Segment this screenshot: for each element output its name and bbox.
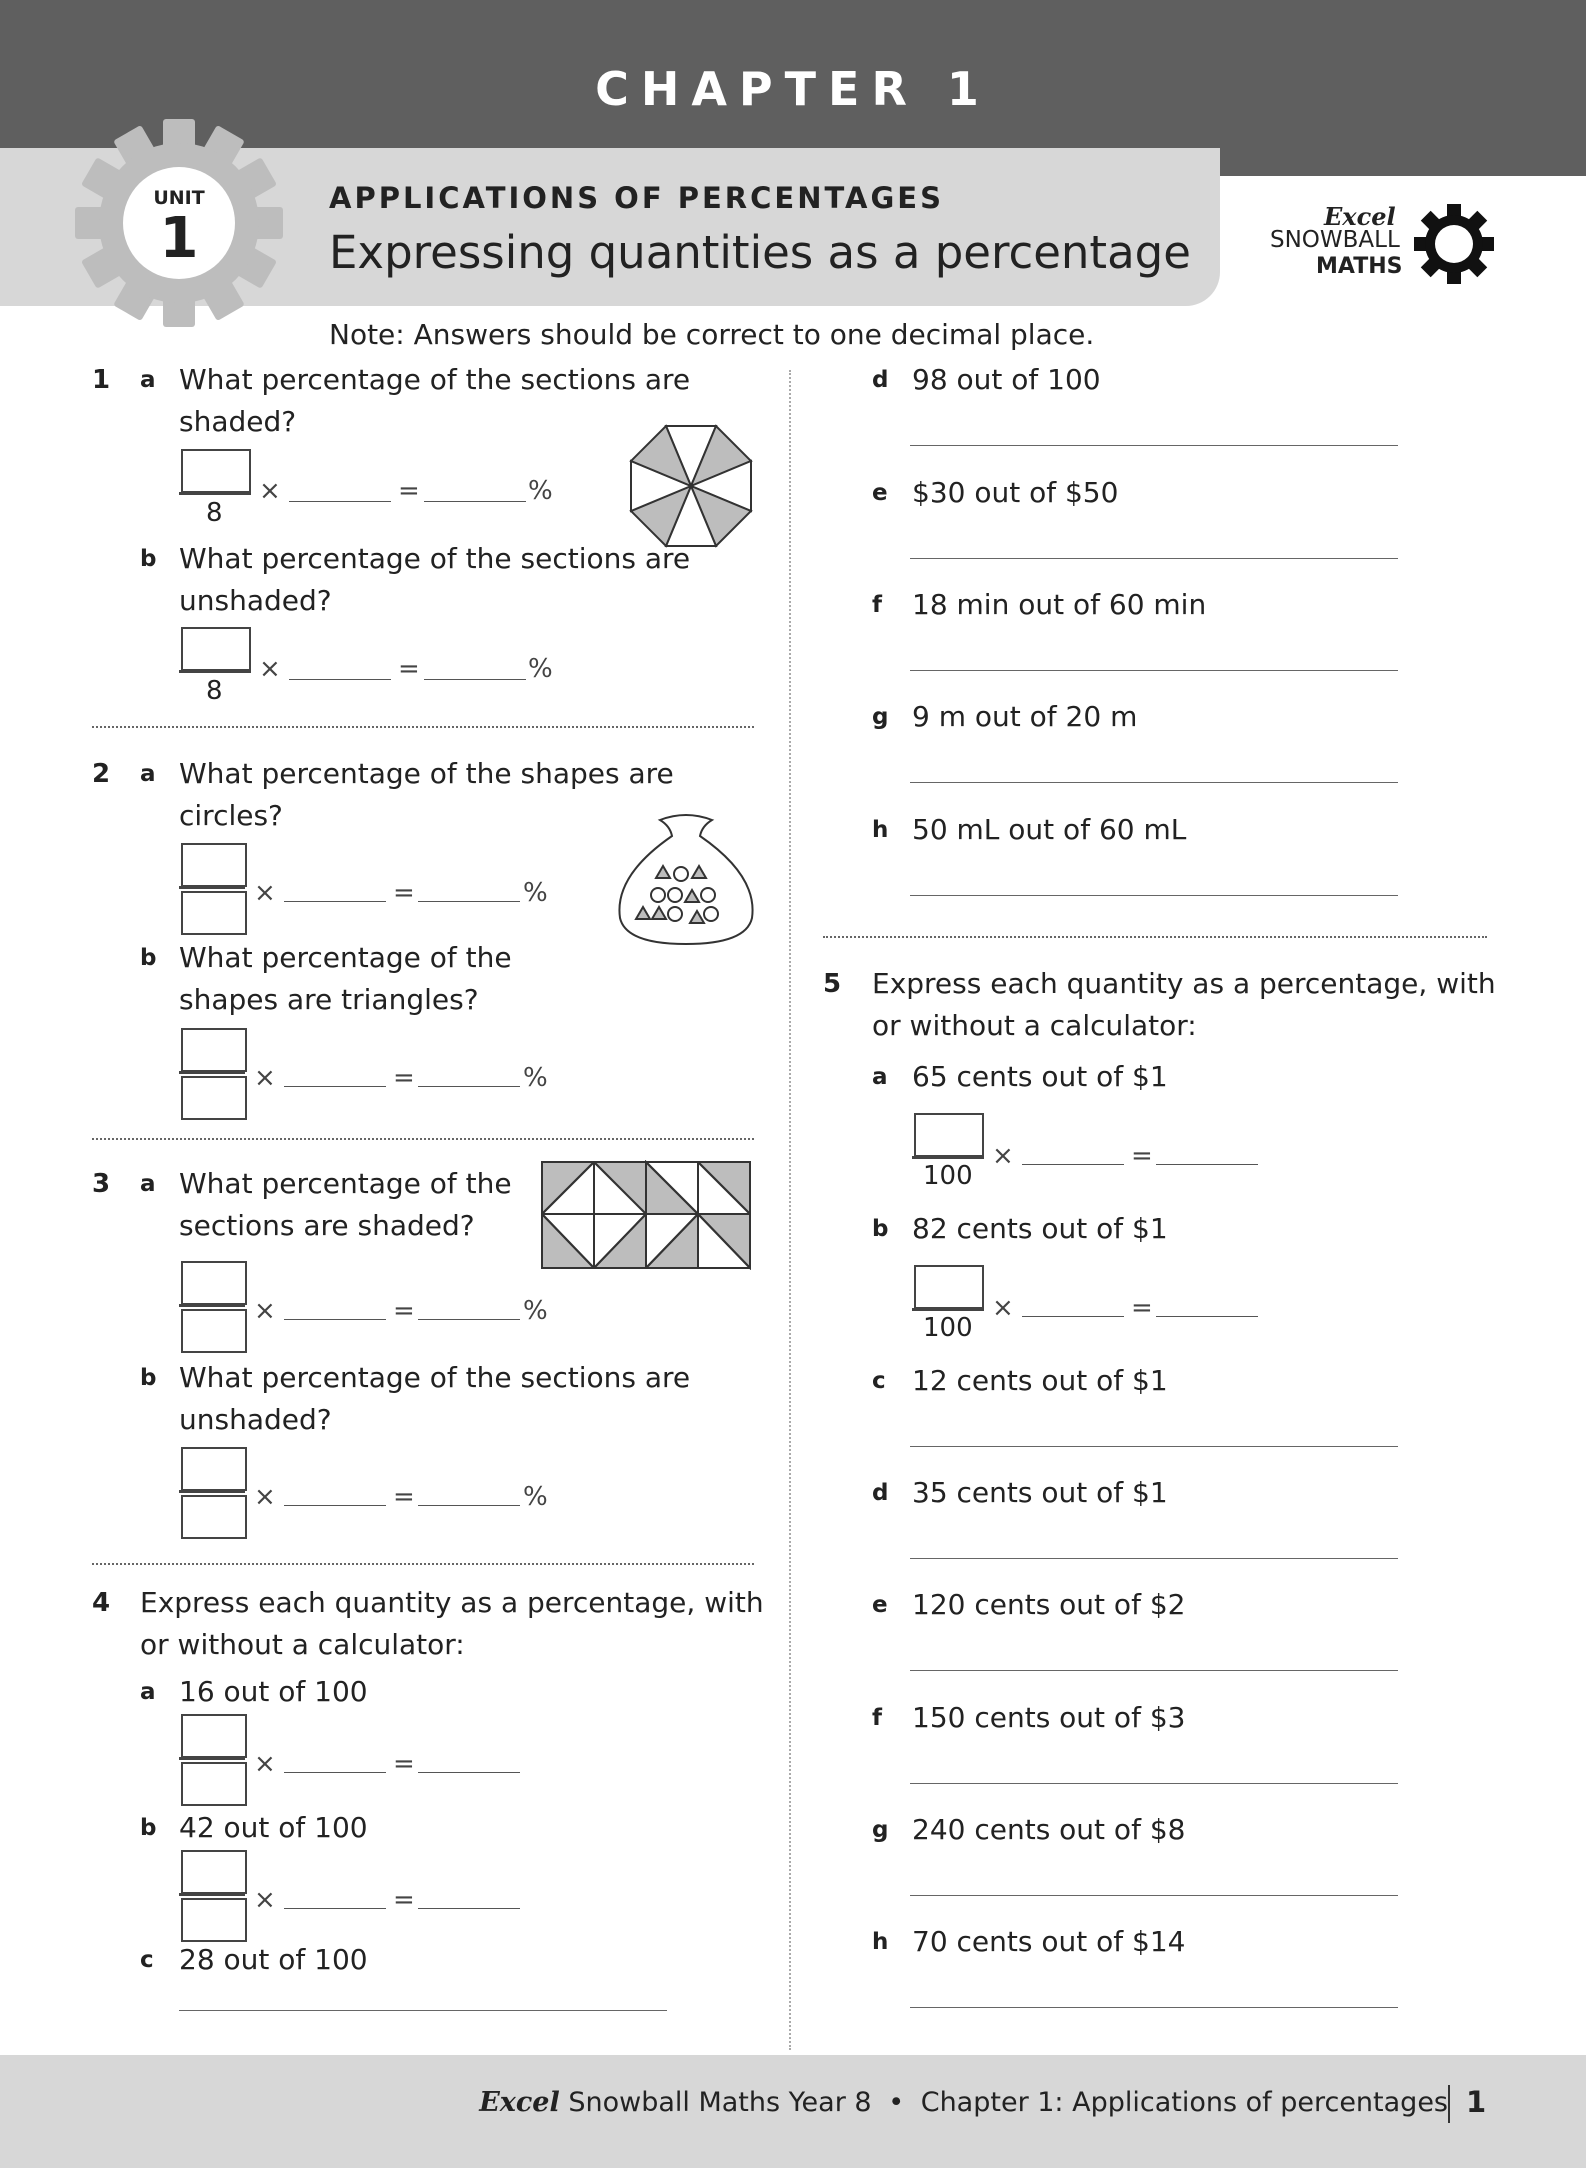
triangles-grid-diagram xyxy=(540,1160,752,1270)
q2a-numerator-box[interactable] xyxy=(181,843,247,887)
q4f-letter: f xyxy=(872,592,883,618)
logo-line-maths: MATHS xyxy=(1316,254,1403,279)
q4g-text: 9 m out of 20 m xyxy=(912,700,1138,733)
q2-number: 2 xyxy=(92,759,111,789)
fraction-bar xyxy=(179,492,251,495)
unit-label: UNIT xyxy=(153,187,205,209)
fraction-bar xyxy=(912,1308,984,1311)
q4a-text: 16 out of 100 xyxy=(179,1675,368,1708)
page-number: 1 xyxy=(1466,2085,1487,2119)
unit-subtitle: Expressing quantities as a percentage xyxy=(329,226,1191,279)
q5-instruction-line1: Express each quantity as a percentage, with xyxy=(872,967,1496,1000)
logo-line-excel: Excel xyxy=(1324,202,1396,231)
q5b-text: 82 cents out of $1 xyxy=(912,1212,1168,1245)
q2a-denominator-box[interactable] xyxy=(181,891,247,935)
q5b-answer-blank[interactable] xyxy=(1022,1316,1124,1317)
q4c-letter: c xyxy=(140,1947,154,1973)
q4f-answer-line[interactable] xyxy=(910,670,1398,671)
unit-heading: APPLICATIONS OF PERCENTAGES xyxy=(329,181,944,215)
q4b-numerator-box[interactable] xyxy=(181,1850,247,1894)
q2b-percent-blank[interactable] xyxy=(418,1086,520,1087)
q5-instruction-line2: or without a calculator: xyxy=(872,1009,1197,1042)
q1b-text-line1: What percentage of the sections are xyxy=(179,542,691,575)
footer-text xyxy=(479,2087,1448,2118)
q3b-text-line2: unshaded? xyxy=(179,1403,332,1436)
q4e-text: $30 out of $50 xyxy=(912,476,1119,509)
q2a-letter: a xyxy=(140,761,156,787)
logo-line-snowball: SNOWBALL xyxy=(1270,227,1400,253)
q4b-denominator-box[interactable] xyxy=(181,1898,247,1942)
q5h-letter: h xyxy=(872,1929,889,1955)
q4a-result-blank[interactable] xyxy=(418,1772,520,1773)
q2a-answer-blank[interactable] xyxy=(284,901,386,902)
q3a-percent-blank[interactable] xyxy=(418,1319,520,1320)
q5f-answer-line[interactable] xyxy=(910,1783,1398,1784)
times-sign: × xyxy=(254,1885,276,1915)
fraction-bar xyxy=(179,1490,245,1493)
unit-number: 1 xyxy=(159,206,199,271)
q5g-answer-line[interactable] xyxy=(910,1895,1398,1896)
footer-chapter: Chapter 1: Applications of percentages xyxy=(920,2087,1448,2118)
q4b-result-blank[interactable] xyxy=(418,1908,520,1909)
fraction-bar xyxy=(179,886,245,889)
q2a-text-line1: What percentage of the shapes are xyxy=(179,757,674,790)
q5a-denominator: 100 xyxy=(923,1161,973,1191)
q4a-answer-blank[interactable] xyxy=(284,1772,386,1773)
q3-number: 3 xyxy=(92,1169,111,1199)
equals-sign: = xyxy=(1131,1141,1153,1171)
q5a-letter: a xyxy=(872,1064,888,1090)
chapter-title: CHAPTER 1 xyxy=(595,62,991,116)
q5e-letter: e xyxy=(872,1592,888,1618)
bag-of-shapes-diagram xyxy=(612,806,760,946)
q1b-letter: b xyxy=(140,546,157,572)
octagon-shaded-diagram xyxy=(625,420,757,552)
q4b-letter: b xyxy=(140,1815,157,1841)
q4c-answer-line[interactable] xyxy=(179,2010,667,2011)
percent-sign: % xyxy=(523,1296,548,1326)
q5c-answer-line[interactable] xyxy=(910,1446,1398,1447)
times-sign: × xyxy=(992,1141,1014,1171)
q5e-answer-line[interactable] xyxy=(910,1670,1398,1671)
q5-number: 5 xyxy=(823,969,842,999)
q4d-text: 98 out of 100 xyxy=(912,363,1101,396)
q5b-result-blank[interactable] xyxy=(1156,1316,1258,1317)
q5f-letter: f xyxy=(872,1705,883,1731)
percent-sign: % xyxy=(528,654,553,684)
q4d-answer-line[interactable] xyxy=(910,445,1398,446)
q5h-text: 70 cents out of $14 xyxy=(912,1925,1186,1958)
fraction-bar xyxy=(179,1304,245,1307)
q3a-answer-blank[interactable] xyxy=(284,1319,386,1320)
q2a-text-line2: circles? xyxy=(179,799,283,832)
q2b-answer-blank[interactable] xyxy=(284,1086,386,1087)
q1a-text-line1: What percentage of the sections are xyxy=(179,363,691,396)
fraction-bar xyxy=(179,1071,245,1074)
logo-gear-icon xyxy=(1412,202,1496,286)
fraction-bar xyxy=(912,1156,984,1159)
q4g-answer-line[interactable] xyxy=(910,782,1398,783)
q4h-text: 50 mL out of 60 mL xyxy=(912,813,1187,846)
q3a-text-line2: sections are shaded? xyxy=(179,1209,475,1242)
q2b-text-line1: What percentage of the xyxy=(179,941,512,974)
q1a-denominator: 8 xyxy=(206,498,223,528)
q1a-percent-blank[interactable] xyxy=(424,501,526,502)
q4f-text: 18 min out of 60 min xyxy=(912,588,1207,621)
q5a-numerator-box[interactable] xyxy=(914,1113,984,1157)
q5d-text: 35 cents out of $1 xyxy=(912,1476,1168,1509)
percent-sign: % xyxy=(523,1482,548,1512)
times-sign: × xyxy=(254,1063,276,1093)
equals-sign: = xyxy=(393,1063,415,1093)
percent-sign: % xyxy=(523,878,548,908)
q1a-answer-blank[interactable] xyxy=(289,501,391,502)
q4a-denominator-box[interactable] xyxy=(181,1762,247,1806)
fraction-bar xyxy=(179,670,251,673)
q3a-letter: a xyxy=(140,1171,156,1197)
q5a-text: 65 cents out of $1 xyxy=(912,1060,1168,1093)
q1b-denominator: 8 xyxy=(206,676,223,706)
q4h-answer-line[interactable] xyxy=(910,895,1398,896)
equals-sign: = xyxy=(393,1296,415,1326)
q3b-answer-blank[interactable] xyxy=(284,1505,386,1506)
note-text: Note: Answers should be correct to one decimal place. xyxy=(329,318,1095,351)
times-sign: × xyxy=(254,1296,276,1326)
q3b-denominator-box[interactable] xyxy=(181,1495,247,1539)
q4h-letter: h xyxy=(872,817,889,843)
q5b-denominator: 100 xyxy=(923,1313,973,1343)
q4e-letter: e xyxy=(872,480,888,506)
q5b-numerator-box[interactable] xyxy=(914,1265,984,1309)
q4-instruction-line2: or without a calculator: xyxy=(140,1628,465,1661)
fraction-bar xyxy=(179,1757,245,1760)
q3b-numerator-box[interactable] xyxy=(181,1447,247,1491)
equals-sign: = xyxy=(398,654,420,684)
q2a-percent-blank[interactable] xyxy=(418,901,520,902)
times-sign: × xyxy=(259,654,281,684)
q4d-letter: d xyxy=(872,367,889,393)
q1b-numerator-box[interactable] xyxy=(181,627,251,671)
q1b-answer-blank[interactable] xyxy=(289,679,391,680)
equals-sign: = xyxy=(398,476,420,506)
q5e-text: 120 cents out of $2 xyxy=(912,1588,1186,1621)
q3a-numerator-box[interactable] xyxy=(181,1261,247,1305)
q4-number: 4 xyxy=(92,1588,111,1618)
q4e-answer-line[interactable] xyxy=(910,558,1398,559)
q4b-answer-blank[interactable] xyxy=(284,1908,386,1909)
times-sign: × xyxy=(254,878,276,908)
section-separator xyxy=(92,1563,754,1565)
q3a-denominator-box[interactable] xyxy=(181,1309,247,1353)
times-sign: × xyxy=(254,1749,276,1779)
equals-sign: = xyxy=(393,1482,415,1512)
times-sign: × xyxy=(259,476,281,506)
times-sign: × xyxy=(992,1293,1014,1323)
q2b-denominator-box[interactable] xyxy=(181,1076,247,1120)
footer-separator xyxy=(1448,2085,1450,2123)
q1b-text-line2: unshaded? xyxy=(179,584,332,617)
q5h-answer-line[interactable] xyxy=(910,2007,1398,2008)
q5d-letter: d xyxy=(872,1480,889,1506)
footer-title: Snowball Maths Year 8 xyxy=(568,2087,872,2118)
times-sign: × xyxy=(254,1482,276,1512)
q5g-letter: g xyxy=(872,1817,889,1843)
equals-sign: = xyxy=(393,1749,415,1779)
q5c-letter: c xyxy=(872,1368,886,1394)
section-separator xyxy=(92,726,754,728)
q4c-text: 28 out of 100 xyxy=(179,1943,368,1976)
q1a-letter: a xyxy=(140,367,156,393)
q3b-text-line1: What percentage of the sections are xyxy=(179,1361,691,1394)
percent-sign: % xyxy=(528,476,553,506)
q2b-text-line2: shapes are triangles? xyxy=(179,983,479,1016)
equals-sign: = xyxy=(393,878,415,908)
section-separator xyxy=(823,936,1487,938)
q3a-text-line1: What percentage of the xyxy=(179,1167,512,1200)
q1b-percent-blank[interactable] xyxy=(424,679,526,680)
equals-sign: = xyxy=(393,1885,415,1915)
q5c-text: 12 cents out of $1 xyxy=(912,1364,1168,1397)
footer-bullet: • xyxy=(888,2087,905,2118)
q4b-text: 42 out of 100 xyxy=(179,1811,368,1844)
q5b-letter: b xyxy=(872,1216,889,1242)
q5a-result-blank[interactable] xyxy=(1156,1164,1258,1165)
q2b-numerator-box[interactable] xyxy=(181,1028,247,1072)
fraction-bar xyxy=(179,1893,245,1896)
percent-sign: % xyxy=(523,1063,548,1093)
q2b-letter: b xyxy=(140,945,157,971)
column-divider xyxy=(789,370,791,2050)
q5a-answer-blank[interactable] xyxy=(1022,1164,1124,1165)
q3b-percent-blank[interactable] xyxy=(418,1505,520,1506)
footer-brand: Excel xyxy=(479,2087,560,2118)
q4-instruction-line1: Express each quantity as a percentage, with xyxy=(140,1586,764,1619)
section-separator xyxy=(92,1138,754,1140)
equals-sign: = xyxy=(1131,1293,1153,1323)
q5g-text: 240 cents out of $8 xyxy=(912,1813,1186,1846)
q4a-numerator-box[interactable] xyxy=(181,1714,247,1758)
q5f-text: 150 cents out of $3 xyxy=(912,1701,1186,1734)
q5d-answer-line[interactable] xyxy=(910,1558,1398,1559)
q1a-numerator-box[interactable] xyxy=(181,449,251,493)
excel-snowball-logo xyxy=(1262,202,1502,286)
q4g-letter: g xyxy=(872,704,889,730)
q3b-letter: b xyxy=(140,1365,157,1391)
q1-number: 1 xyxy=(92,365,111,395)
q4a-letter: a xyxy=(140,1679,156,1705)
q1a-text-line2: shaded? xyxy=(179,405,297,438)
